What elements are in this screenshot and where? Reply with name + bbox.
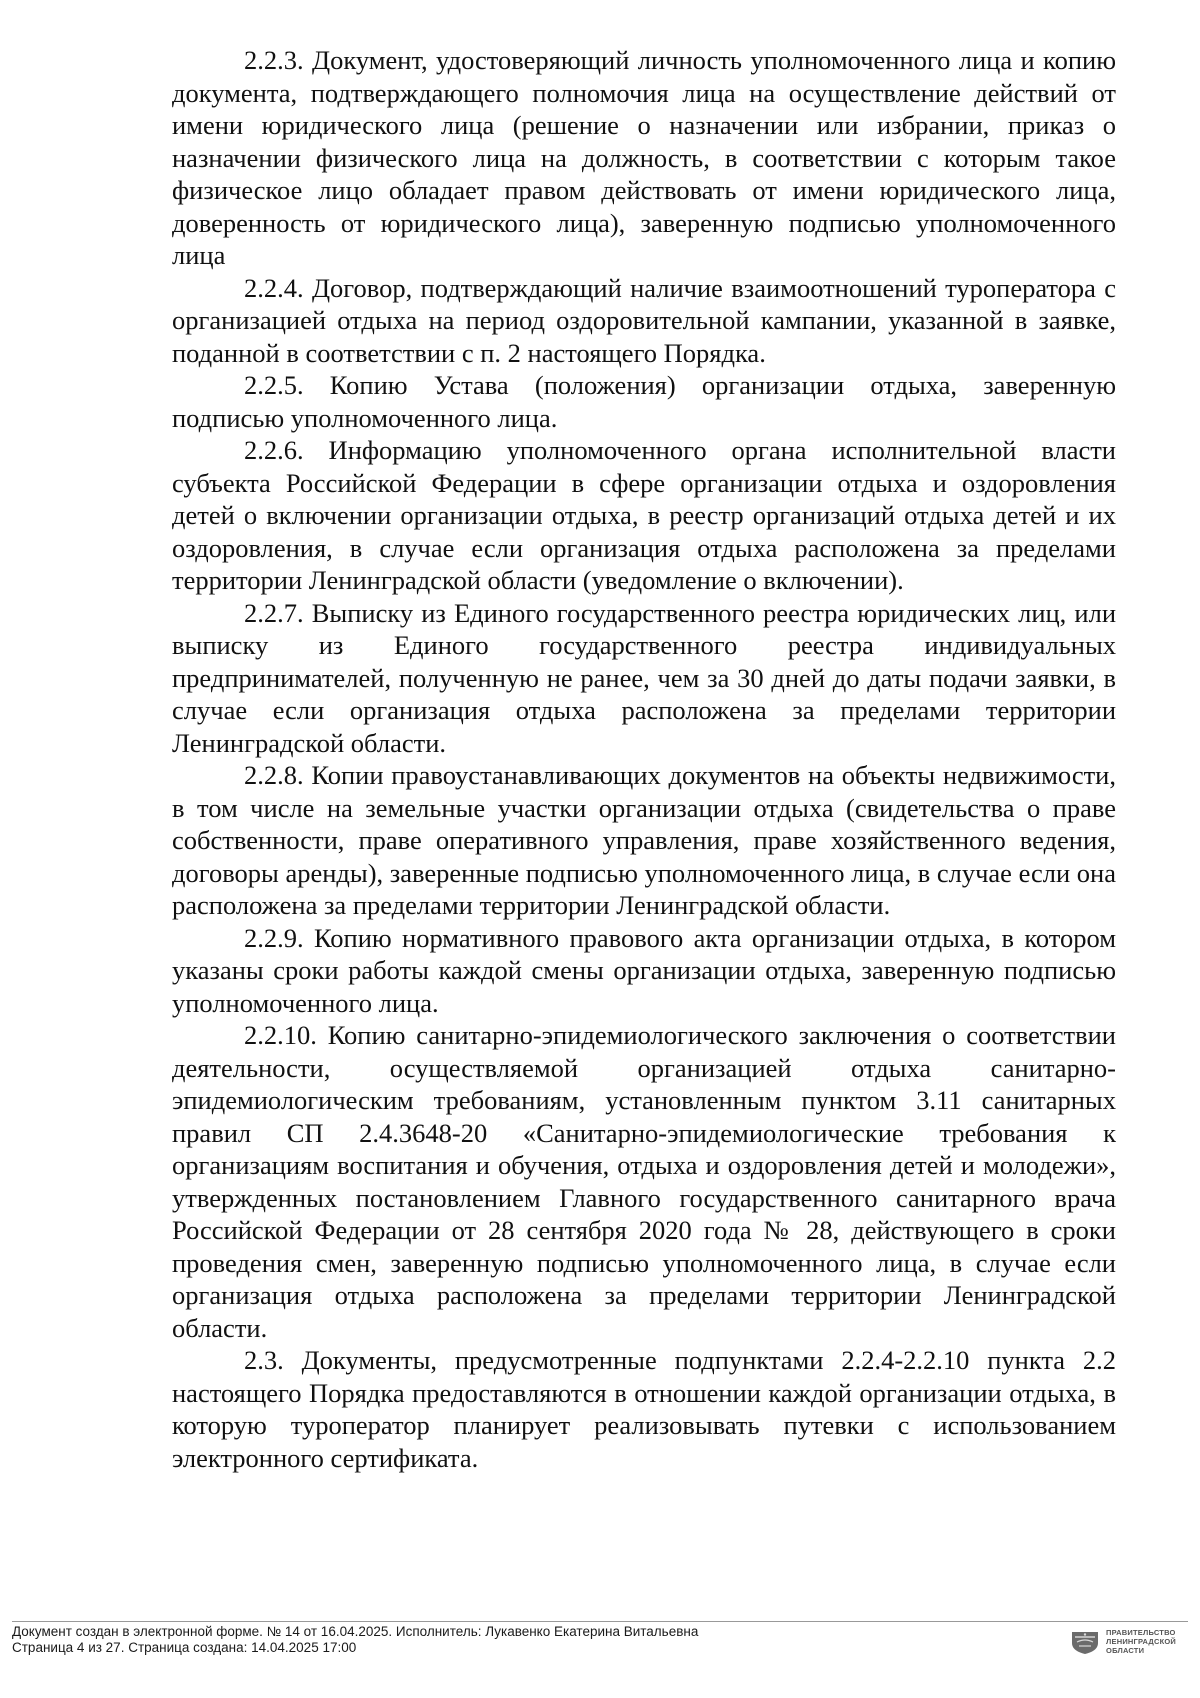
- paragraph-2-2-5: 2.2.5. Копию Устава (положения) организации отдыха, заверенную подписью уполномоченного лица.: [172, 370, 1116, 433]
- logo-caption: [1106, 1628, 1176, 1655]
- footer-page-info: Страница 4 из 27. Страница создана: 14.04.2025 17:00: [12, 1640, 357, 1655]
- coat-of-arms-icon: [1070, 1629, 1100, 1655]
- logo-line-3: ОБЛАСТИ: [1106, 1646, 1145, 1655]
- page-footer: [12, 1621, 1188, 1678]
- logo-line-2: ЛЕНИНГРАДСКОЙ: [1106, 1637, 1176, 1646]
- paragraph-2-3: 2.3. Документы, предусмотренные подпунктами 2.2.4-2.2.10 пункта 2.2 настоящего Порядка предоставляются в отношении каждой организации отдыха, в которую туроператор планирует реализовывать путевки с использованием электронного сертификата.: [172, 1345, 1116, 1473]
- document-body: [172, 44, 1116, 1474]
- paragraph-2-2-7: 2.2.7. Выписку из Единого государственного реестра юридических лиц, или выписку из Единого государственного реестра индивидуальных предпринимателей, полученную не ранее, чем за 30 дней до даты подачи заявки, в случае если организация отдыха расположена за пределами территории Ленинградской области.: [172, 597, 1116, 758]
- paragraph-2-2-10: 2.2.10. Копию санитарно-эпидемиологического заключения о соответствии деятельности, осуществляемой организацией отдыха санитарно-эпидемиологическим требованиям, установленным пунктом 3.11 санитарных правил СП 2.4.3648-20 «Санитарно-эпидемиологические требования к организациям воспитания и обучения, отдыха и оздоровления детей и молодежи», утвержденных постановлением Главного государственного санитарного врача Российской Федерации от 28 сентября 2020 года № 28, действующего в сроки проведения смен, заверенную подписью уполномоченного лица, в случае если организация отдыха расположена за пределами территории Ленинградской области.: [172, 1020, 1116, 1343]
- paragraph-2-2-4: 2.2.4. Договор, подтверждающий наличие взаимоотношений туроператора с организацией отдыха на период оздоровительной кампании, указанной в заявке, поданной в соответствии с п. 2 настоящего Порядка.: [172, 272, 1116, 368]
- logo-line-1: ПРАВИТЕЛЬСТВО: [1106, 1628, 1176, 1637]
- paragraph-2-2-8: 2.2.8. Копии правоустанавливающих документов на объекты недвижимости, в том числе на земельные участки организации отдыха (свидетельства о праве собственности, праве оперативного управления, праве хозяйственного ведения, договоры аренды), заверенные подписью уполномоченного лица, в случае если она расположена за пределами территории Ленинградской области.: [172, 760, 1116, 920]
- footer-document-info: Документ создан в электронной форме. № 14 от 16.04.2025. Исполнитель: Лукавенко Екатерина Витальевна: [12, 1624, 699, 1639]
- paragraph-2-2-3: 2.2.3. Документ, удостоверяющий личность уполномоченного лица и копию документа, подтверждающего полномочия лица на осуществление действий от имени юридического лица (решение о назначении или избрании, приказ о назначении физического лица на должность, в соответствии с которым такое физическое лицо обладает правом действовать от имени юридического лица, доверенность от юридического лица), заверенную подписью уполномоченного лица: [172, 45, 1116, 270]
- government-logo: [1070, 1628, 1176, 1655]
- paragraph-2-2-9: 2.2.9. Копию нормативного правового акта организации отдыха, в котором указаны сроки работы каждой смены организации отдыха, заверенную подписью уполномоченного лица.: [172, 922, 1116, 1018]
- paragraph-2-2-6: 2.2.6. Информацию уполномоченного органа исполнительной власти субъекта Российской Федерации в сфере организации отдыха и оздоровления детей о включении организации отдыха, в реестр организаций отдыха детей и их оздоровления, в случае если организация отдыха расположена за пределами территории Ленинградской области (уведомление о включении).: [172, 435, 1116, 595]
- footer-info: [12, 1624, 698, 1656]
